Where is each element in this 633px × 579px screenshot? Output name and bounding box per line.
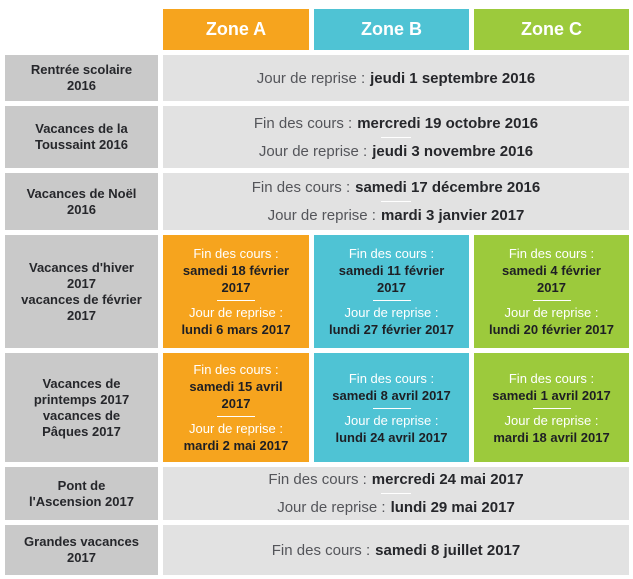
table-row [5,106,633,168]
date-value: jeudi 3 novembre 2016 [372,142,534,160]
row-label-line: Vacances d'hiver [29,259,134,275]
row-label-line: Pâques 2017 [42,423,121,439]
separator-line [217,416,255,417]
zone-a-cell-hiver [163,235,309,348]
zone-b-cell-printemps [314,353,469,462]
row-label-grandes-vacances [5,525,158,575]
date-label: Fin des cours : [193,246,279,261]
row-label-printemps [5,353,158,462]
zone-b-header: Zone B [314,9,469,50]
row-label-line: Rentrée scolaire [30,62,133,77]
row-label-line: Grandes vacances [24,534,139,549]
row-label-line: Toussaint 2016 [35,137,128,152]
row-label-line: Vacances de Noël [26,185,137,201]
date-label: Fin des cours : [508,370,595,386]
date-value: samedi 18 février 2017 [182,263,290,295]
row-label-line: Pont de [57,477,106,493]
zone-c-cell-printemps [474,353,629,462]
corner-empty-cell [5,9,158,50]
date-label: Fin des cours : [508,246,595,261]
row-label-line: 2017 [67,275,96,291]
merged-cell-noel [163,173,629,230]
separator-line [217,300,255,301]
date-value: samedi 8 avril 2017 [332,387,451,403]
date-value: mercredi 19 octobre 2016 [357,114,539,132]
date-label: Fin des cours : [251,179,351,196]
table-row [5,235,633,348]
date-line [163,113,629,134]
row-label-line: 2017 [67,550,96,565]
date-label: Fin des cours : [253,114,353,132]
date-value: samedi 8 juillet 2017 [375,541,521,559]
date-line [163,205,629,226]
date-line [163,497,629,518]
separator-line [373,300,411,301]
table-row [5,173,633,230]
row-label-line: Vacances de la [35,121,128,136]
date-value: lundi 24 avril 2017 [335,429,448,445]
merged-cell-ascension [163,467,629,520]
date-value: lundi 29 mai 2017 [390,499,515,516]
date-label: Jour de reprise : [267,207,376,224]
date-value: mardi 2 mai 2017 [183,438,289,453]
separator-line [381,201,411,202]
date-label: Jour de reprise : [504,305,599,320]
zone-a-cell-printemps [163,353,309,462]
table-row [5,353,633,462]
table-row [5,55,633,101]
date-value: mardi 3 janvier 2017 [380,207,525,224]
merged-cell-rentree [163,55,629,101]
row-label-line: l'Ascension 2017 [29,493,134,509]
date-value: mardi 18 avril 2017 [493,429,610,445]
date-value: samedi 4 février 2017 [501,263,601,295]
header-row [5,9,633,50]
date-value: lundi 27 février 2017 [328,322,454,337]
date-label: Jour de reprise : [277,499,386,516]
table-row [5,467,633,520]
separator-line [533,300,571,301]
merged-cell-grandes-vacances [163,525,629,575]
row-label-line: printemps 2017 [33,391,130,407]
date-label: Jour de reprise : [189,305,283,320]
date-label: Fin des cours : [268,471,367,488]
date-label: Jour de reprise : [258,142,368,160]
date-label: Jour de reprise : [189,421,283,436]
date-label: Jour de reprise : [344,412,439,428]
row-label-ascension [5,467,158,520]
zone-a-header: Zone A [163,9,309,50]
zone-c-cell-hiver [474,235,629,348]
date-value: samedi 15 avril 2017 [189,379,283,411]
row-label-line: 2016 [67,78,96,93]
zone-b-cell-hiver [314,235,469,348]
date-label: Jour de reprise : [256,69,366,87]
row-label-hiver [5,235,158,348]
row-label-noel [5,173,158,230]
separator-line [533,408,571,409]
date-value: lundi 20 février 2017 [488,322,614,337]
row-label-line: vacances de février [21,291,142,307]
date-value: samedi 11 février 2017 [338,263,445,295]
date-line [163,177,629,198]
separator-line [381,137,411,138]
date-value: samedi 17 décembre 2016 [355,179,541,196]
row-label-line: 2016 [67,201,96,217]
table-row [5,525,633,575]
row-label-line: 2017 [67,307,96,323]
date-value: jeudi 1 septembre 2016 [370,69,536,87]
date-label: Fin des cours : [348,370,435,386]
date-line [163,141,629,162]
zone-c-header: Zone C [474,9,629,50]
date-label: Fin des cours : [271,541,371,559]
date-value: mercredi 24 mai 2017 [371,471,524,488]
date-value: lundi 6 mars 2017 [181,322,291,337]
date-line [163,469,629,490]
date-line [163,68,629,89]
row-label-rentree-scolaire [5,55,158,101]
separator-line [381,493,411,494]
row-label-line: Vacances de [42,375,121,391]
separator-line [373,408,411,409]
date-value: samedi 1 avril 2017 [492,387,611,403]
date-label: Jour de reprise : [504,412,599,428]
row-label-line: vacances de [42,407,121,423]
row-label-toussaint [5,106,158,168]
date-label: Fin des cours : [193,362,279,377]
date-line [163,540,629,561]
date-label: Fin des cours : [348,246,435,261]
date-label: Jour de reprise : [344,305,439,320]
merged-cell-toussaint [163,106,629,168]
